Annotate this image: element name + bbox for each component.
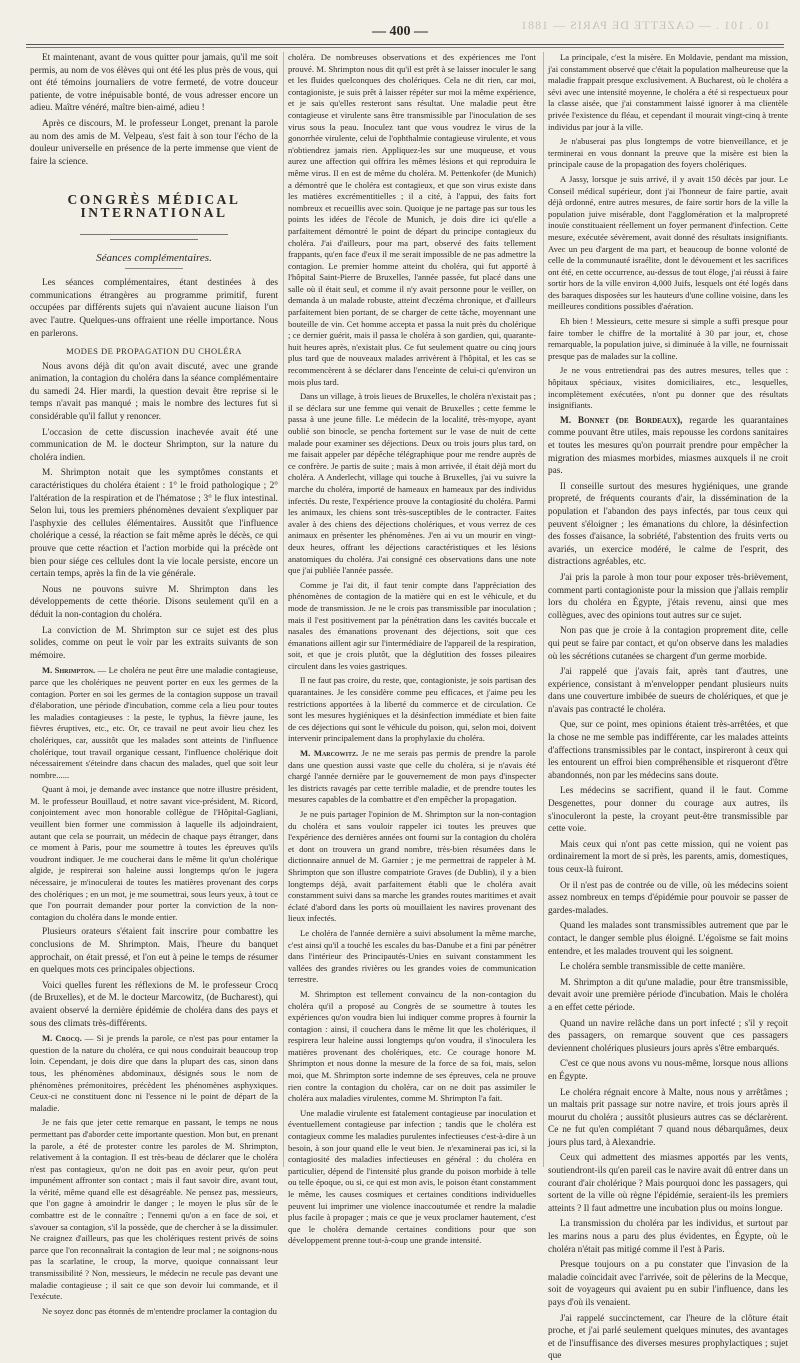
quote-text: Je ne me serais pas permis de prendre la parole dans une question aussi vaste que celle du choléra, si je n'avais été chargé l'année dernière par le gouvernement de mon pays d'inspecter les districts ravagés par cette terrible maladie, et de prendre toutes les mesures capables de la combattre et d'en empêcher la propagation. [288, 748, 536, 805]
paragraph: Voici quelles furent les réflexions de M. le professeur Crocq (de Bruxelles), et de M. le docteur Marcowitz, (de Bucharest), qui avaient observé la dernière épidémie de choléra dans des pays et sous des climats très-différents. [30, 980, 278, 1029]
paragraph: Presque toujours on a pu constater que l'invasion de la maladie coïncidait avec l'arrivée, soit de pèlerins de la Mecque, soit de voyageurs qui avaient pu en subir l'influence, dans les pays d'où ils venaient. [548, 1260, 788, 1308]
paragraph: Les séances complémentaires, étant destinées à des communications étrangères au programme primitif, furent occupées par différents sujets qui n'avaient aucune liaison l'un avec l'autre. Quelques-uns offraient une réelle importance. Nous en parlerons. [30, 278, 278, 339]
subtitle-rule [125, 268, 183, 269]
paragraph: Nous avons déjà dit qu'on avait discuté, avec une grande animation, la contagion du choléra dans la séance complémentaire du samedi 24. Hier mardi, la question devait être reprise si le temps n'avait pas manqué ; mais le nombre des lectures fut si considérable qu'il fallut y renoncer. [30, 361, 278, 423]
paragraph: Et maintenant, avant de vous quitter pour jamais, qu'il me soit permis, au nom de vos élèves qui ont été les plus près de vous, qui ont été témoins journaliers de votre fermeté, de votre douceur patiente, de votre inépuisable bonté, de vous adresser encore un adieu. Maître vénéré, maître bien-aimé, adieu ! [30, 53, 278, 114]
speaker-name: M. Shrimpton. [42, 665, 96, 676]
quoted-paragraph: M. Shrimpton est tellement convaincu de la non-contagion du choléra qu'il a proposé au Congrès de se soumettre à toutes les expériences qu'on voudra bien lui indiquer comme propres à fournir la contagion : ainsi, il couchera dans le même lit que les cholériques, il respirera leur haleine aussi longtemps qu'on voudra, il s'inoculera les matières provenant des cholériques, etc. Ce courage honore M. Shrimpton et nous donne la mesure de la force de sa foi, mais, selon moi, que M. Shrimpton sorte indemne de ses épreuves, cela ne prouve rien contre la contagion du choléra, car on ne doit pas assimiler le choléra aux maladies virulentes, comme M. Shrimpton l'a fait. [288, 988, 536, 1104]
speaker-name: M. Marcowitz. [300, 748, 359, 759]
paragraph: Après ce discours, M. le professeur Longet, prenant la parole au nom des amis de M. Velpeau, s'est fait à son tour l'écho de la douleur universelle en présence de la perte immense que vient de faire la science. [30, 118, 278, 167]
paragraph: Non pas que je croie à la contagion proprement dite, celle qui peut se faire par contact, et qu'on observe dans les maladies où les sécrétions cutanées se chargent d'un germe morbide. [548, 626, 788, 662]
quoted-paragraph [30, 1033, 278, 1114]
quoted-paragraph [288, 748, 536, 806]
paragraph: J'ai pris la parole à mon tour pour exposer très-brièvement, comment parti contagioniste pour la mission que j'allais remplir lors du choléra en Égypte, j'étais revenu, ainsi que mes collègues, avec des opinions tout autres sur ce sujet. [548, 572, 788, 621]
paragraph: Or il n'est pas de contrée ou de ville, où les médecins soient assez nombreux en temps d'épidémie pour pouvoir se passer de gardes-malades. [548, 880, 788, 916]
quoted-paragraph: Je ne fais que jeter cette remarque en passant, le temps ne nous permettant pas d'aborder cette importante question. Mon but, en prenant la parole, a été de protester contre les paroles de M. Shrimpton, relativement à la contagion. Il est très-beau de déclarer que le choléra n'est pas contagieux, qu'on ne doit pas en avoir peur, qu'on peut impunément affronter son contact ; mais il faut savoir dire, avant tout, la vérité, même quand elle est désagréable. Ne pensez pas, messieurs, que l'on gagne à amoindrir le danger ; le moyen le plus sûr de le combattre est de le connaître ; l'ennemi qu'on a en face de soi, et s'avouer sa contagion, s'il la possède, que de chercher à se la dissimuler. Ne craignez d'ailleurs, pas que les cholériques restent privés de soins parce que l'on reconnaîtrait la contagion de leur mal ; ne soignons-nous pas la scarlatine, le croup, la morve, quoique connaissant leur transmissibilité ? Non, messieurs, le médecin ne recule pas devant une maladie contagieuse ; il sait ce que son devoir lui commande, et il l'exécute. [30, 1117, 278, 1302]
column-separator [283, 52, 284, 1167]
quote-text: — Le choléra ne peut être une maladie contagieuse, parce que les cholériques ne peuvent porter en eux les germes de la contagion. Porter en soi les germes de la contagion suppose un travail d'élaboration, une période d'incubation, comme cela a lieu pour toutes les maladies contagieuses : la peste, le typhus, la fièvre jaune, les fièvres éruptives, etc., etc. Or, ce travail ne peut avoir lieu chez les cholériques, car, aussitôt que les malades sont atteints de l'influence cholérique, tout travail organique cessant, l'influence cholérique doit nécessairement s'éteindre dans chacun des malades, quel que soit leur nombre...... [30, 665, 278, 780]
quoted-paragraph: La principale, c'est la misère. En Moldavie, pendant ma mission, j'ai constamment observé que c'était la population malheureuse que la maladie frappait presque exclusivement. A Bucharest, où le choléra a sévi avec une intensité moyenne, le choléra a été si respectueux pour la classe aisée, que j'ai constamment laissé ignorer à ma clientèle privée l'existence du fléau, et cependant il mourait vingt-cinq à trente individus par jour à la ville. [548, 52, 788, 132]
quoted-paragraph: Une maladie virulente est fatalement contagieuse par inoculation et éventuellement contagieuse par infection ; tandis que le choléra est contagieux comme les maladies purulentes infectieuses c'est-à-dire à un besoin, à son jour quand elle le veut bien. Je n'examinerai pas ici, si la contagiosité des maladies infectieuses en général : du choléra en particulier, dépend de l'intensité plus grande du poison morbide à telle ou telle époque, ou si, ce qui est mon avis, le poison étant constamment le même, les causes cosmiques et certaines conditions individuelles peuvent lui imprimer une violence inaccoutumée et rendre la maladie plus facile à propager ; mais ce que je veux proclamer hautement, c'est que le choléra demande certaines conditions pour que son développement prenne tout-à-coup une grande intensité. [288, 1107, 536, 1246]
paragraph: L'occasion de cette discussion inachevée avait été une communication de M. le docteur Shrimpton, sur la nature du choléra indien. [30, 427, 278, 463]
column-3 [548, 52, 789, 1362]
speaker-name: M. Crocq. [42, 1033, 82, 1044]
paragraph: Le choléra régnait encore à Malte, nous nous y arrêtâmes ; un maltais prit passage sur notre navire, et trois jours après il mourut du choléra ; aussitôt plusieurs autres cas se déclarèrent. Ce ne fut qu'en complétant 7 quand nous débarquâmes, deux jours plus tard, à Alexandrie. [548, 1087, 788, 1148]
quoted-paragraph [30, 665, 278, 781]
column-2 [288, 52, 536, 1246]
paragraph: J'ai rappelé succinctement, car l'heure de la clôture était proche, et j'ai parlé seulement quelques minutes, des avantages et de l'insuffisance des diverses mesures prophylactiques ; sujet que [548, 1313, 788, 1362]
paragraph: Le choléra semble transmissible de cette manière. [560, 962, 746, 973]
paragraph: Il conseille surtout des mesures hygiéniques, une grande propreté, de fréquents courants d'air, la dissémination de la population et l'abandon des pays infectés, par tous ceux qui peuvent s'éloigner ; les émanations du chlore, la désinfection des fosses d'aisance, la sobriété, l'abstention des fruits verts ou avariés, un exercice modéré, le calme de l'esprit, des distractions agréables, etc. [548, 481, 788, 568]
quoted-paragraph: Je ne puis partager l'opinion de M. Shrimpton sur la non-contagion du choléra et sans vouloir rappeler ici toutes les preuves que l'expérience des dernières années ont fourni sur la contagion du choléra et dont on trouvera un grand nombre, très-bien résumées dans le dictionnaire annuel de M. Garnier ; je me permettrai de rappeler à M. Shrimpton que son illustre compatriote Graves (de Dublin), il y a bien longtemps déjà, avait parfaitement établi que le choléra avait constamment suivi dans sa marche les grandes routes maritimes et avait éclaté d'abord dans les ports où mouillaient les navires provenant des lieux infectés. [288, 809, 536, 924]
quoted-paragraph: Comme je l'ai dit, il faut tenir compte dans l'appréciation des phénomènes de contagion de la matière qui en est le véhicule, et du mode de transmission. Je ne le crois pas transmissible par inoculation ; mais il l'est positivement par la pénétration dans les cavités buccale et nasales des émanations provenant des déjections, soit que ces émanations aillent agir sur l'intermédiaire de l'appareil de la respiration, soit, et que je crois plutôt, que la déglutition des fosses pileaires circulent dans les voies gastriques. [288, 579, 536, 671]
paragraph: C'est ce que nous avons vu nous-même, lorsque nous allions en Égypte. [548, 1059, 788, 1082]
quoted-paragraph: Eh bien ! Messieurs, cette mesure si simple a suffi presque pour faire tomber le chiffre de la mortalité à 30 par jour, et, chose remarquable, la population juive, si diminuée à la ville, ne fournissait presque pas de malades sur la colline. [548, 316, 788, 361]
header-rule [26, 44, 784, 45]
quoted-paragraph: Il ne faut pas croire, du reste, que, contagioniste, je sois partisan des quarantaines. Je les considère comme peu efficaces, et j'aime peu les restrictions apportées à la liberté du commerce et de circulation. Ce sont les mesures hygiéniques et la désinfection immédiate et bien faite de ces déjections qui sont le véhicule du poison, qui, selon moi, doivent intervenir principalement dans la prophylaxie du choléra. [288, 675, 536, 744]
quoted-paragraph: Je n'abuserai pas plus longtemps de votre bienveillance, et je terminerai en vous donnant la preuve que la misère est bien la principale cause de la propagation des foyers cholériques. [548, 136, 788, 170]
section-heading: MODES DE PROPAGATION DU CHOLÉRA [66, 346, 242, 357]
paragraph: Mais ceux qui n'ont pas cette mission, qui ne voient pas ordinairement la mort de si près, les parents, amis, domestiques, tous ceux-là fuiront. [548, 839, 788, 875]
paragraph: Quand les malades sont transmissibles autrement que par le contact, le danger semble plus éloigné. L'égoïsme se fait moins entendre, et les malades trouvent qui les soignent. [548, 921, 788, 957]
quoted-paragraph: Le choléra de l'année dernière a suivi absolument la même marche, c'est ainsi qu'il a touché les escales du bas-Danube et a fini par pénétrer dans l'intérieur des Principautés-Unies en suivant constamment les vallées des grandes rivières ou les grandes voies de communication terrestre. [288, 927, 536, 985]
paragraph: M. Shrimpton notait que les symptômes constants et caractéristiques du choléra étaient : 1° le froid pathologique ; 2° l'altération de la respiration et de l'hématose ; 3° le flux intestinal. Selon lui, tous les premiers phénomènes devaient s'expliquer par l'asphyxie des cellules élémentaires. Aussitôt que l'influence cholérique a cessé, la réaction se fait même après le décès, ce qui prouve que cette réaction et l'action morbide qui la précède ont bien pour siége ces cellules dont la vie locale persiste, encore un certain temps, après la fin de la vie générale. [30, 468, 278, 580]
article-subtitle: Séances complémentaires. [96, 251, 212, 264]
paragraph: Les médecins se sacrifient, quand il le faut. Comme Desgenettes, pour donner du courage aux autres, ils s'inoculeront la peste, la croyant peut-être transmissible par cette voie. [548, 786, 788, 835]
quoted-paragraph: Je ne vous entretiendrai pas des autres mesures, telles que : hôpitaux spéciaux, visites domiciliaires, etc., lesquelles, incomplètement exécutées, n'ont pu donner que des résultats insignifiants. [548, 365, 788, 411]
quoted-paragraph: Quant à moi, je demande avec instance que notre illustre président, M. le professeur Bouillaud, et notre savant vice-président, M. Ricord, conjointement avec mon honorable collègue de l'Hôpital-Gagliani, veuillent bien former une commission à laquelle ils adjoindraient, autant que cela se pourrait, un médecin de chaque pays étranger, dans ce moment à Paris, pour me soumettre à toutes les épreuves qu'ils voudront indiquer. Je me coucherai dans le même lit qu'un cholérique algide, je respirerai son haleine aussi longtemps qu'on le jugera nécessaire, je m'inoculerai de toutes les matières provenant des corps des cholériques ; en un mot, je me soumettrai, sous leurs yeux, à tout ce que l'on pourrait demander pour porter la conviction de la non-contagion du choléra dans le monde entier. [30, 784, 278, 922]
paragraph: Nous ne pouvons suivre M. Shrimpton dans les développements de cette théorie. Disons seulement qu'il en a déduit la non-contagion du choléra. [30, 584, 278, 620]
bleed-through-text: 10 . 101 . — GAZETTE DE PARIS — 1881 [520, 18, 770, 32]
page-number: — 400 — [372, 24, 428, 39]
quoted-paragraph: Ne soyez donc pas étonnés de m'entendre proclamer la contagion du [42, 1305, 277, 1316]
page-header [0, 0, 800, 50]
paragraph: J'ai rappelé que j'avais fait, après tant d'autres, une expérience, consistant à m'envelopper pendant plusieurs nuits dans une couverture imbibée de sueurs de cholériques, et que je n'avais pas contracté le choléra. [548, 667, 788, 715]
paragraph: M. Shrimpton a dit qu'une maladie, pour être transmissible, devait avoir une première période d'incubation. Mais le choléra a en effet cette période. [548, 977, 788, 1013]
speaker-name: M. Bonnet (de Bordeaux), [560, 415, 683, 426]
paragraph [548, 415, 788, 478]
quote-text: — Si je prends la parole, ce n'est pas pour entamer la question de la nature du choléra, ce qui nous conduirait beaucoup trop loin. Cependant, je dois dire que dans la plupart des cas, sinon dans tous, les phénomènes abdominaux, désignés sous le nom de phénomènes prémonitoires, précèdent les phénomènes asphyxiques. Ceux-ci ne constituent donc ni l'essence ni le point de départ de la maladie. [30, 1033, 279, 1113]
header-rule-secondary [26, 47, 784, 48]
paragraph: Quand un navire relâche dans un port infecté ; s'il y reçoit des passagers, on remarque souvent que ces passagers deviennent cholériques plusieurs jours après s'être embarqués. [548, 1018, 788, 1054]
title-rule [110, 239, 198, 240]
paragraph: Que, sur ce point, mes opinions étaient très-arrêtées, et que la chose ne me semble pas indifférente, car les malades atteints d'affections transmissibles par le contact, inspireront à ceux qui les entourent un effroi bien compréhensible et risqueront d'être abandonnés, non par les médecins sans doute. [548, 720, 788, 781]
paragraph: Plusieurs orateurs s'étaient fait inscrire pour combattre les conclusions de M. Shrimpton. Mais, l'heure du banquet approchait, on était pressé, et l'on eut à peine le temps de résumer en quelques mots ces principales objections. [30, 927, 278, 976]
column-1 [30, 52, 279, 1316]
quoted-paragraph: Dans un village, à trois lieues de Bruxelles, le choléra n'existait pas ; il se déclara sur une femme qui venait de Bruxelles ; cette femme le passa à une jeune fille. Le médecin de la localité, très-myope, ayant oublié son binocle, se pencha fortement sur le vase de nuit de cette malade pour examiner ses déjections. Deux ou trois jours plus tard, on me faisait appeler par dépêche télégraphique pour me rendre auprès de ce confrère. Je partis de suite ; mais à mon arrivée, il était déjà mort du choléra. A Anderlecht, village qui touche à Bruxelles, j'ai vu suivre la marche du choléra, importé de hameaux en hameaux par des individus infectés. Du reste, l'expérience prouve la contagiosité du choléra. Parmi les animaux, les chiens sont très-susceptibles de le contracter. Faites avaler à des chiens des déjections cholériques, et vous verrez de ces animaux en présenter les phénomènes. J'en ai vu un mourir en vingt-deux heures, offrant les déjections caractéristiques et les lésions anatomiques du choléra. J'ai consigné ces observations dans une note que j'ai publiée l'année passée. [288, 391, 536, 576]
quoted-paragraph: choléra. De nombreuses observations et des expériences me l'ont prouvé. M. Shrimpton nous dit qu'il est prêt à se laisser inoculer le sang et les fluides quelconques des cholériques. Cela ne dit rien, car moi, contagioniste, je suis prêt à laisser répéter sur moi la même expérience, et je sais qu'elles resteront sans résultat. Une maladie peut être contagieuse et virulente sans être transmissible par l'inoculation de ses virus sous la peau. Inoculez tant que vous voudrez le virus de la gonorrhée virulente, celui de l'ophthalmie contagieuse virulente, et vous n'obtiendrez jamais rien. Appliquez-les sur une muqueuse, et vous aurez une affection qui offrira les mêmes lésions et qui reproduira le même virus. Il en est de même du choléra. M. Pettenkofer (de Munich) a démontré que le choléra est contagieux, et que son virus existe dans les matières excrémentitielles ; il a cité, à l'appui, des faits fort nombreux et recueillis avec soin. Quoique je ne partage pas sur tous les points les idées de l'école de Munich, je dois dire ici qu'elle a parfaitement démontré le point de départ du principe contagieux du choléra. J'ai d'ailleurs, pour ma part, observé des faits tellement frappants, qu'en face d'eux il me serait impossible de ne pas admettre la contagion. Le premier homme atteint du choléra, qui fut apporté à l'hôpital Saint-Pierre de Bruxelles, l'année passée, fut placé dans une salle où il était seul, et comme il n'y avait personne pour le veiller, on demanda à un malade robuste, atteint d'eczéma chronique, et d'ailleurs parfaitement bien portant, de se charger de cette tâche, moyennant une bouteille de vin. Cet homme accepta et passa la nuit près du cholérique ; ce dernier guérit, mais il passa le choléra à son gardien, qui, quarante-huit heures après, n'existait plus. Ce fut seulement quatre ou cinq jours plus tard que de nouveaux malades arrivèrent à l'hôpital, et les cas se recommencèrent à se déclarer dans l'enceinte de celui-ci qu'environ un mois plus tard. [288, 52, 536, 387]
quoted-paragraph: A Jassy, lorsque je suis arrivé, il y avait 150 décès par jour. Le Conseil médical supérieur, dont j'ai l'honneur de faire partie, avait déjà ordonné, entre autres mesures, de faire sortir hors de la ville la population juive misérable, dont l'agglomération et la malpropreté inouïe constituaient réellement un foyer permanent d'infection. Cette mesure, exécutée sévèrement, avait donné des résultats insignifiants. Avec un peu d'argent de ma part, et beaucoup de bonne volonté de celle de la communauté israélite, dont le dévouement et les sacrifices ont été, en cette occurrence, au-dessus de tout éloge, j'ai réussi à faire sortir hors de la ville environ 4,000 Juifs, lesquels ont été logés dans des baraques disposées sur les hauteurs d'une colline voisine, dans les meilleures conditions possibles d'aération. [548, 173, 788, 312]
paragraph: La transmission du choléra par les individus, et surtout par les marins nous a paru des plus évidentes, en Égypte, où le choléra n'était pas mitigé comme il l'est à Paris. [548, 1219, 788, 1255]
title-rule [80, 234, 228, 235]
column-separator [543, 52, 544, 1167]
paragraph: Ceux qui admettent des miasmes apportés par les vents, soutiendront-ils qu'en pareil cas le navire avait dû entrer dans un courant d'air cholérique ? Mais pourquoi donc les passagers, qui sortent de la ville où règne l'épidémie, seraient-ils les premiers atteints ? Il faut admettre une incubation plus ou moins longue. [548, 1153, 788, 1214]
paragraph: La conviction de M. Shrimpton sur ce sujet est des plus solides, comme on peut le voir par les extraits suivants de son mémoire. [30, 625, 278, 661]
article-title: CONGRÈS MÉDICAL INTERNATIONAL [67, 192, 241, 220]
paragraph-text: regarde les quarantaines comme pouvant être utiles, mais repousse les cordons sanitaires et toutes les mesures qu'on pourrait prendre pour empêcher la migration des miasmes morbides, miasmes auxquels il ne croit pas. [548, 415, 789, 477]
